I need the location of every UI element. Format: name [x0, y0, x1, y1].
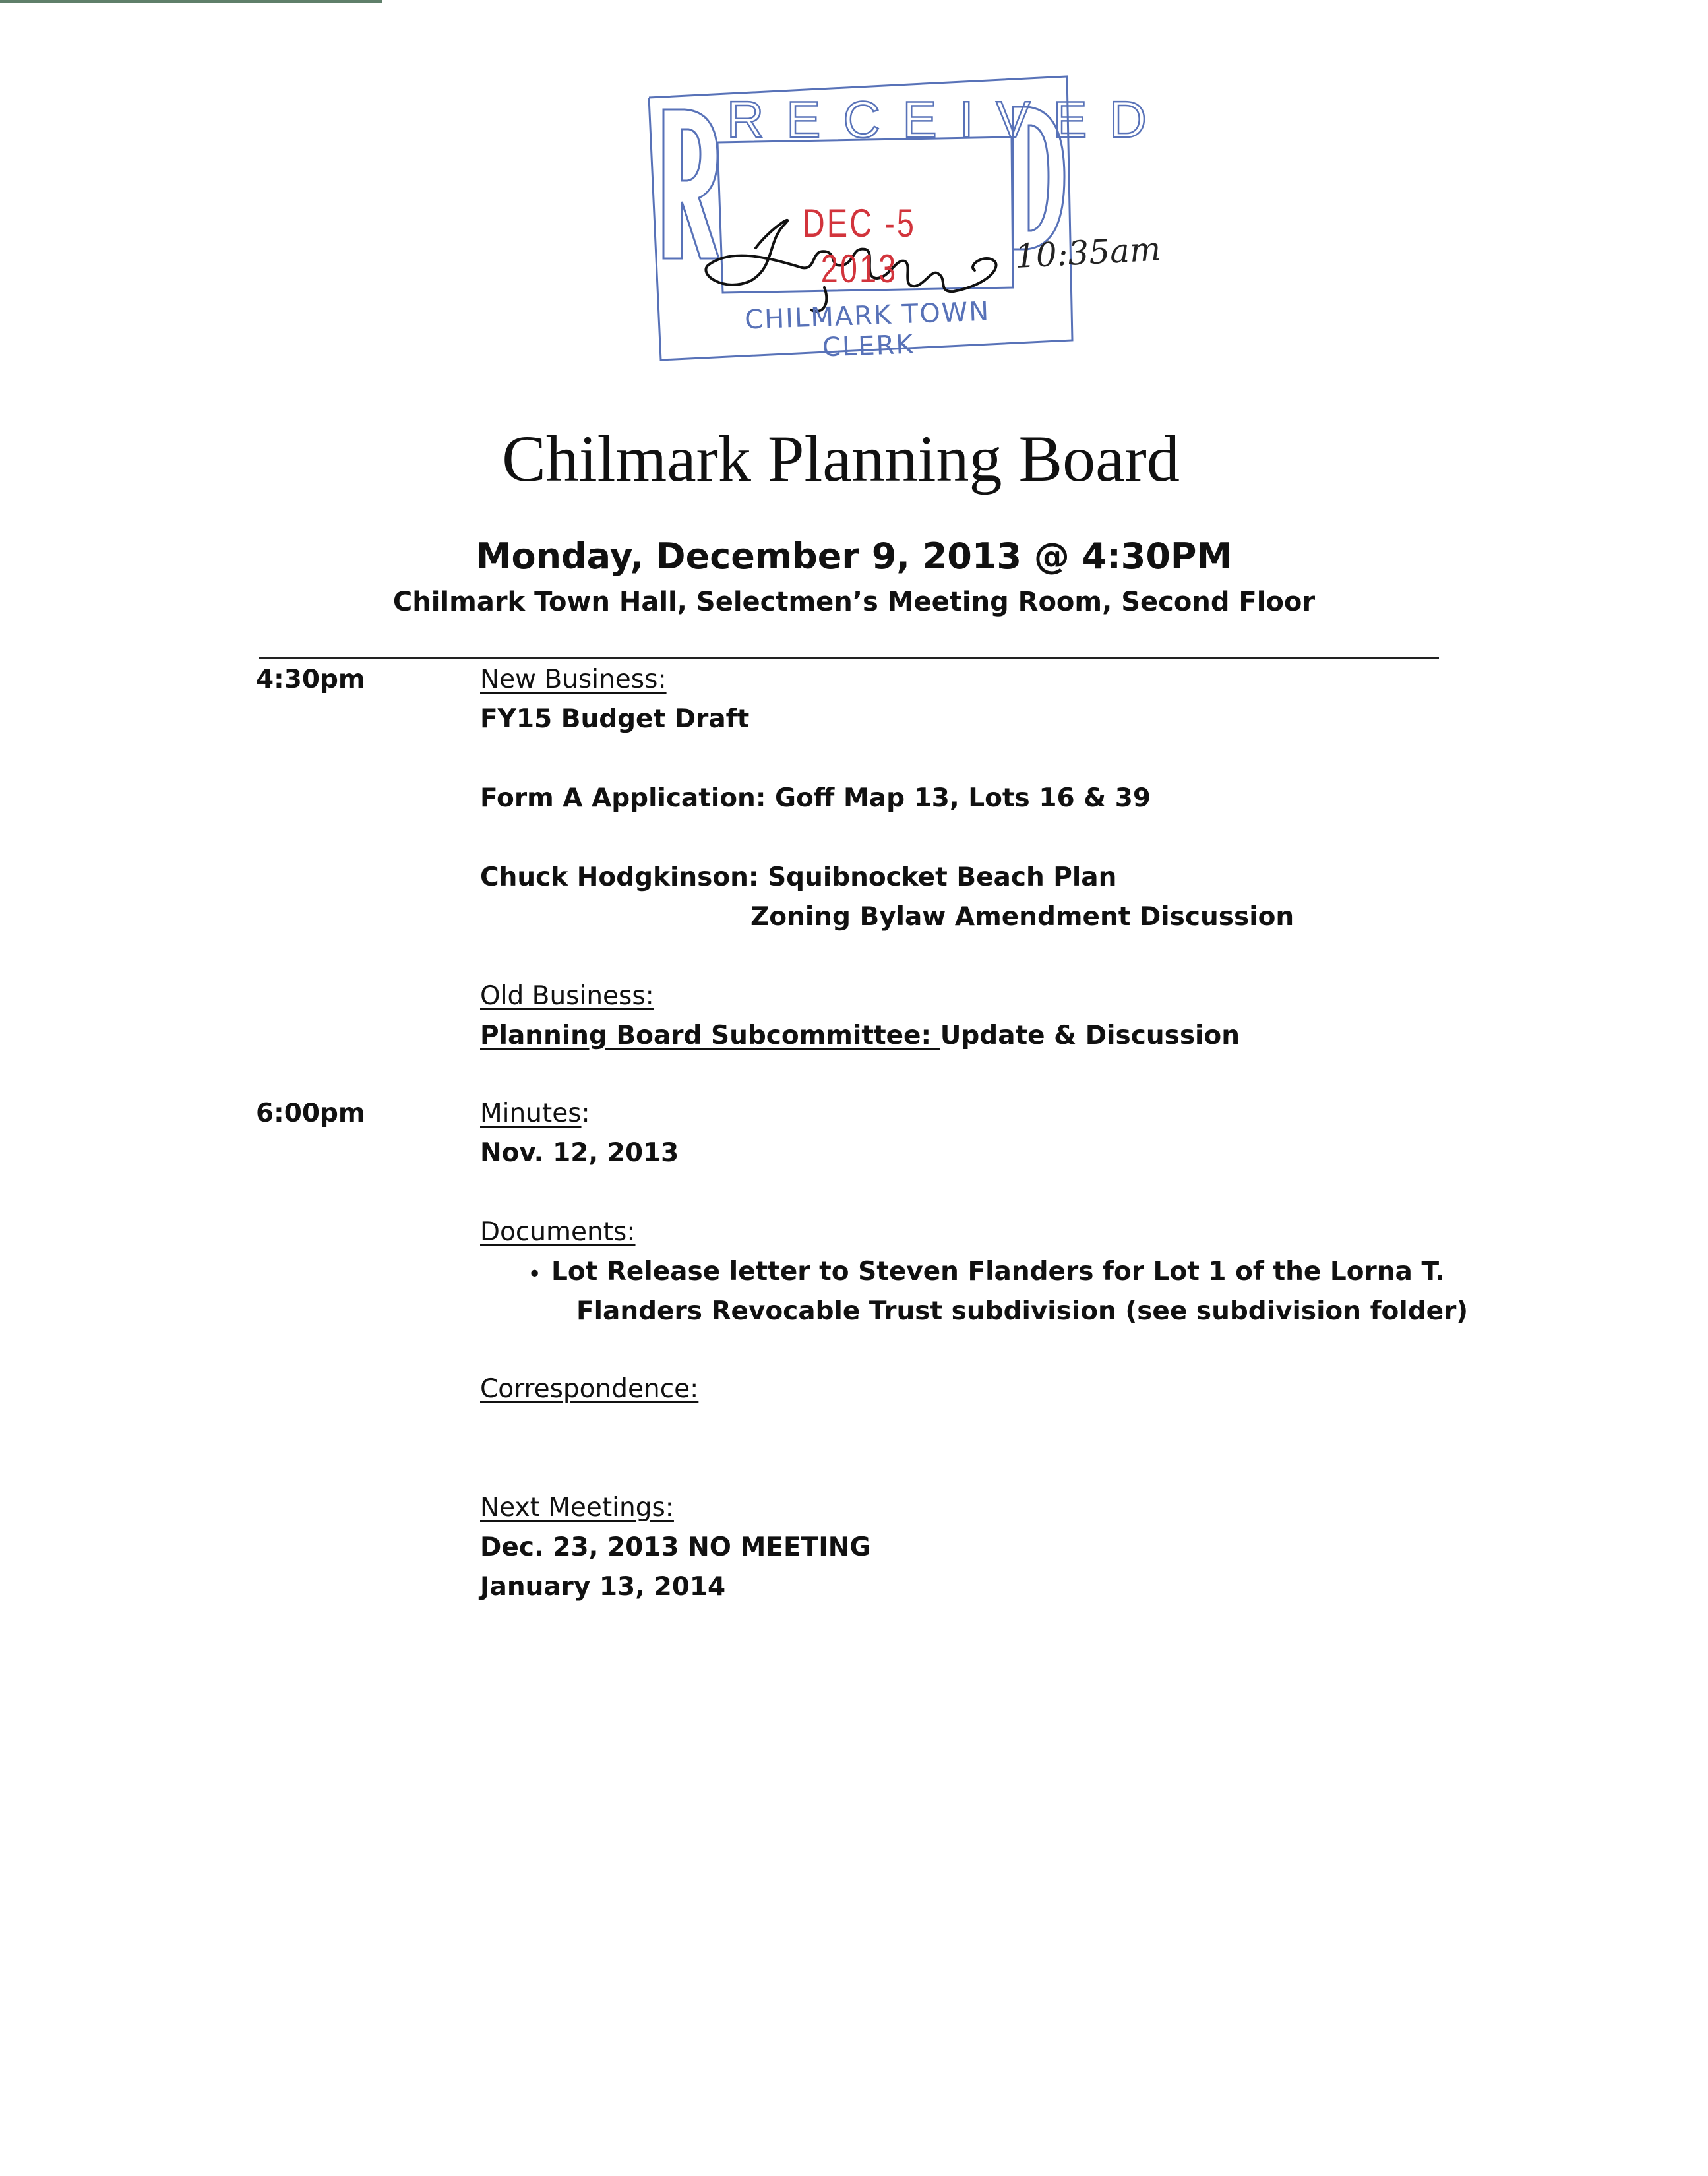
- subcommittee-detail: Update & Discussion: [940, 1021, 1240, 1050]
- stamp-date: DEC -5 2013: [802, 201, 917, 291]
- agenda-time: 6:00pm: [256, 1099, 365, 1128]
- agenda-item-continuation: Zoning Bylaw Amendment Discussion: [750, 902, 1295, 932]
- agenda-time: 4:30pm: [256, 665, 365, 694]
- meeting-location: Chilmark Town Hall, Selectmen’s Meeting Room, Second Floor: [392, 587, 1316, 617]
- correspondence-heading: Correspondence:: [480, 1374, 699, 1404]
- bullet: •: [528, 1261, 542, 1288]
- agenda-item: FY15 Budget Draft: [480, 704, 750, 734]
- new-business-heading: New Business:: [480, 665, 667, 694]
- next-meeting-item: Dec. 23, 2013 NO MEETING: [480, 1532, 871, 1562]
- document-title: Chilmark Planning Board: [502, 422, 1180, 495]
- minutes-colon: :: [581, 1099, 590, 1128]
- agenda-item: Nov. 12, 2013: [480, 1138, 679, 1168]
- stamp-time-note: 10:35am: [1014, 229, 1162, 276]
- agenda-item: [480, 1021, 1240, 1050]
- stamp-clerk-label: CHILMARK TOWN CLERK: [744, 296, 991, 363]
- old-business-heading: Old Business:: [480, 981, 654, 1011]
- document-item-line: Flanders Revocable Trust subdivision (see subdivision folder): [576, 1296, 1469, 1326]
- documents-heading: Documents:: [480, 1217, 636, 1247]
- minutes-heading: Minutes: [480, 1099, 582, 1128]
- next-meetings-heading: Next Meetings:: [480, 1493, 674, 1523]
- next-meeting-item: January 13, 2014: [480, 1572, 726, 1602]
- meeting-date: Monday, December 9, 2013 @ 4:30PM: [475, 535, 1233, 577]
- stamp-received-letters: RECEIVED: [727, 90, 1169, 148]
- minutes-heading-line: [480, 1099, 590, 1128]
- document-item-line: Lot Release letter to Steven Flanders for Lot 1 of the Lorna T.: [551, 1257, 1445, 1286]
- agenda-item: Form A Application: Goff Map 13, Lots 16 & 39: [480, 783, 1151, 813]
- agenda-item: Chuck Hodgkinson: Squibnocket Beach Plan: [480, 862, 1117, 892]
- subcommittee-label: Planning Board Subcommittee:: [480, 1021, 940, 1050]
